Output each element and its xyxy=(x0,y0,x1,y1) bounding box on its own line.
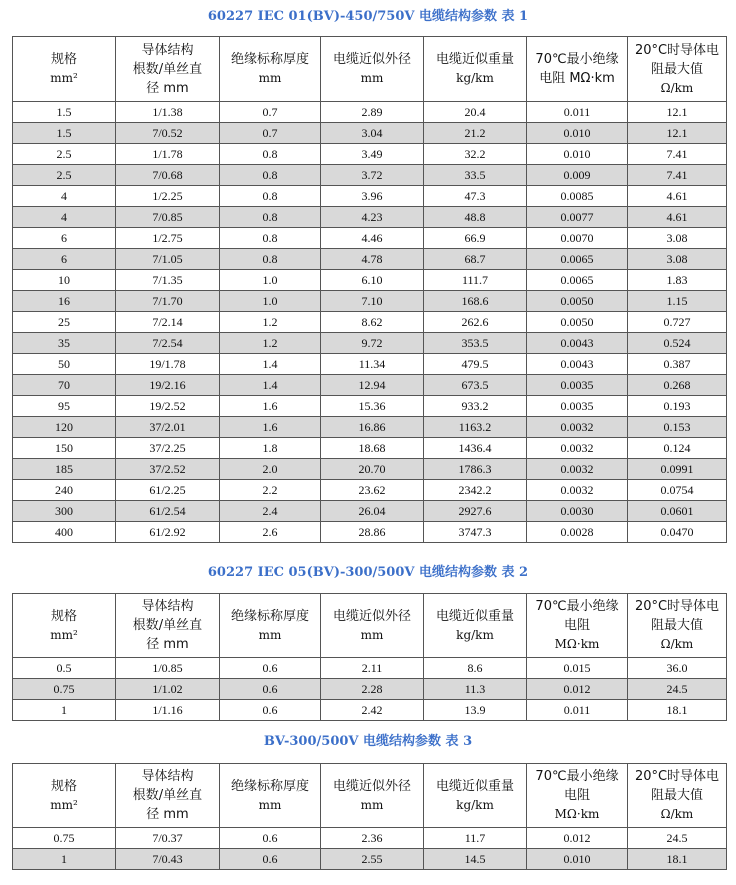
table-cell: 0.7 xyxy=(220,102,321,123)
table-row xyxy=(13,228,727,249)
header-line: 20°C时导体电 xyxy=(634,42,720,58)
table1 xyxy=(12,36,727,543)
header-line: 电阻 xyxy=(563,618,590,633)
table-cell: 12.1 xyxy=(628,102,727,123)
table-cell: 1/0.85 xyxy=(116,658,220,679)
table-cell: 50 xyxy=(13,354,116,375)
header-line: 70℃最小绝缘 xyxy=(535,52,619,67)
table-cell: 11.3 xyxy=(424,679,527,700)
table-cell: 3747.3 xyxy=(424,522,527,543)
table-cell: 0.011 xyxy=(527,700,628,721)
table-cell: 61/2.92 xyxy=(116,522,220,543)
table-cell: 32.2 xyxy=(424,144,527,165)
header-line: mm xyxy=(258,797,282,812)
table-cell: 6.10 xyxy=(321,270,424,291)
table-row xyxy=(13,354,727,375)
table-cell: 0.6 xyxy=(220,828,321,849)
header-line: 阻最大值 xyxy=(650,788,703,803)
table-row xyxy=(13,700,727,721)
header-line: 电阻 xyxy=(563,788,590,803)
table-cell: 0.011 xyxy=(527,102,628,123)
table-cell: 18.1 xyxy=(628,700,727,721)
table2 xyxy=(12,593,727,721)
table-cell: 0.8 xyxy=(220,165,321,186)
table-cell: 0.8 xyxy=(220,249,321,270)
table-cell: 1/2.25 xyxy=(116,186,220,207)
table-row xyxy=(13,417,727,438)
table-cell: 185 xyxy=(13,459,116,480)
table-cell: 2.6 xyxy=(220,522,321,543)
table-cell: 33.5 xyxy=(424,165,527,186)
table-cell: 13.9 xyxy=(424,700,527,721)
table-cell: 3.49 xyxy=(321,144,424,165)
header-line: Ω/km xyxy=(660,637,694,651)
table-cell: 0.0028 xyxy=(527,522,628,543)
table-row xyxy=(13,270,727,291)
header-line: mm xyxy=(360,71,384,85)
table-cell: 0.0050 xyxy=(527,291,628,312)
header-line: 70℃最小绝缘 xyxy=(535,599,619,614)
table-cell: 0.0065 xyxy=(527,270,628,291)
header-line: mm² xyxy=(50,797,78,812)
table-cell: 1.2 xyxy=(220,333,321,354)
header-line: 绝缘标称厚度 xyxy=(230,52,309,67)
table-cell: 19/2.16 xyxy=(116,375,220,396)
header-line: kg/km xyxy=(456,627,494,642)
table-cell: 2.5 xyxy=(13,165,116,186)
header-line: mm xyxy=(360,627,384,642)
table-cell: 0.193 xyxy=(628,396,727,417)
table-cell: 7/0.68 xyxy=(116,165,220,186)
table-row xyxy=(13,849,727,870)
table-row xyxy=(13,396,727,417)
table-cell: 7/0.43 xyxy=(116,849,220,870)
table-cell: 7/1.70 xyxy=(116,291,220,312)
table-cell: 36.0 xyxy=(628,658,727,679)
table-cell: 37/2.52 xyxy=(116,459,220,480)
table-cell: 2.11 xyxy=(321,658,424,679)
table-cell: 6 xyxy=(13,228,116,249)
table-row xyxy=(13,186,727,207)
table-cell: 19/1.78 xyxy=(116,354,220,375)
header-line: 电缆近似重量 xyxy=(435,608,514,624)
table-cell: 2342.2 xyxy=(424,480,527,501)
table-row xyxy=(13,249,727,270)
table-cell: 25 xyxy=(13,312,116,333)
table-cell: 0.153 xyxy=(628,417,727,438)
table-row xyxy=(13,144,727,165)
table-cell: 0.0085 xyxy=(527,186,628,207)
table-cell: 26.04 xyxy=(321,501,424,522)
table-cell: 66.9 xyxy=(424,228,527,249)
table-cell: 2927.6 xyxy=(424,501,527,522)
table2-title: 60227 IEC 05(BV)-300/500V 电缆结构参数 表 2 xyxy=(207,565,529,580)
table-cell: 3.04 xyxy=(321,123,424,144)
header-line: MΩ·km xyxy=(554,637,600,651)
table-cell: 0.8 xyxy=(220,144,321,165)
table-cell: 0.75 xyxy=(13,828,116,849)
table3-header-col-4 xyxy=(424,764,527,828)
table-cell: 1163.2 xyxy=(424,417,527,438)
table-cell: 4 xyxy=(13,186,116,207)
table-row xyxy=(13,828,727,849)
table-cell: 3.72 xyxy=(321,165,424,186)
table-cell: 16 xyxy=(13,291,116,312)
table1-header-col-4 xyxy=(424,37,527,102)
table-cell: 0.0470 xyxy=(628,522,727,543)
header-line: mm² xyxy=(50,627,78,642)
table1-header-row xyxy=(13,37,727,102)
table-cell: 0.0032 xyxy=(527,438,628,459)
table-cell: 7/0.37 xyxy=(116,828,220,849)
table-cell: 12.94 xyxy=(321,375,424,396)
table-cell: 4.61 xyxy=(628,207,727,228)
table-row xyxy=(13,375,727,396)
table-cell: 0.8 xyxy=(220,228,321,249)
table-cell: 2.2 xyxy=(220,480,321,501)
table-cell: 0.0032 xyxy=(527,480,628,501)
table-cell: 7.41 xyxy=(628,165,727,186)
table3-header-col-1 xyxy=(116,764,220,828)
header-line: 电缆近似重量 xyxy=(435,778,514,794)
header-line: 根数/单丝直 xyxy=(132,618,203,633)
table-cell: 0.0043 xyxy=(527,333,628,354)
header-line: 根数/单丝直 xyxy=(132,61,203,77)
table2-header-col-1 xyxy=(116,594,220,658)
header-line: MΩ·km xyxy=(554,807,600,821)
table-cell: 7/0.52 xyxy=(116,123,220,144)
table-cell: 37/2.25 xyxy=(116,438,220,459)
table-cell: 0.5 xyxy=(13,658,116,679)
table-cell: 4.61 xyxy=(628,186,727,207)
header-line: 绝缘标称厚度 xyxy=(230,778,309,794)
table3-header-col-3 xyxy=(321,764,424,828)
table-cell: 20.4 xyxy=(424,102,527,123)
table-cell: 2.28 xyxy=(321,679,424,700)
table1-title: 60227 IEC 01(BV)-450/750V 电缆结构参数 表 1 xyxy=(207,9,529,24)
table-cell: 933.2 xyxy=(424,396,527,417)
table-cell: 1 xyxy=(13,849,116,870)
table-cell: 0.727 xyxy=(628,312,727,333)
table-cell: 1786.3 xyxy=(424,459,527,480)
table-cell: 12.1 xyxy=(628,123,727,144)
table-cell: 1.4 xyxy=(220,354,321,375)
table-cell: 8.6 xyxy=(424,658,527,679)
header-line: mm xyxy=(258,71,282,85)
table-cell: 1.83 xyxy=(628,270,727,291)
table-row xyxy=(13,658,727,679)
table2-header-col-3 xyxy=(321,594,424,658)
table2-header-row xyxy=(13,594,727,658)
header-line: 径 mm xyxy=(146,807,189,822)
table-cell: 28.86 xyxy=(321,522,424,543)
table-row xyxy=(13,207,727,228)
header-line: mm xyxy=(360,797,384,812)
table-cell: 4.78 xyxy=(321,249,424,270)
table-cell: 0.0032 xyxy=(527,459,628,480)
header-line: kg/km xyxy=(456,797,494,812)
header-line: mm xyxy=(258,627,282,642)
table-cell: 1.4 xyxy=(220,375,321,396)
table-cell: 18.68 xyxy=(321,438,424,459)
table-cell: 1/1.02 xyxy=(116,679,220,700)
table-cell: 18.1 xyxy=(628,849,727,870)
table-cell: 1.6 xyxy=(220,396,321,417)
table-cell: 0.6 xyxy=(220,849,321,870)
header-line: 阻最大值 xyxy=(650,618,703,633)
table-row xyxy=(13,522,727,543)
table-cell: 168.6 xyxy=(424,291,527,312)
table2-header-col-5 xyxy=(527,594,628,658)
table-cell: 673.5 xyxy=(424,375,527,396)
table-cell: 7/2.54 xyxy=(116,333,220,354)
header-line: 径 mm xyxy=(146,80,189,96)
header-line: 导体结构 xyxy=(141,769,194,784)
table-row xyxy=(13,123,727,144)
table-cell: 3.08 xyxy=(628,228,727,249)
table-cell: 47.3 xyxy=(424,186,527,207)
table1-header-col-6 xyxy=(628,37,727,102)
table1-header-col-1 xyxy=(116,37,220,102)
table3-title: BV-300/500V 电缆结构参数 表 3 xyxy=(263,734,473,749)
table-cell: 8.62 xyxy=(321,312,424,333)
header-line: 规格 xyxy=(50,778,77,794)
table-cell: 0.6 xyxy=(220,658,321,679)
header-line: 根数/单丝直 xyxy=(132,788,203,803)
table-cell: 0.6 xyxy=(220,700,321,721)
table3-header-col-5 xyxy=(527,764,628,828)
table3 xyxy=(12,763,727,870)
table-cell: 1/2.75 xyxy=(116,228,220,249)
table-cell: 1436.4 xyxy=(424,438,527,459)
table2-header-col-2 xyxy=(220,594,321,658)
header-line: 导体结构 xyxy=(141,599,194,614)
table-cell: 0.124 xyxy=(628,438,727,459)
table-cell: 37/2.01 xyxy=(116,417,220,438)
table-cell: 0.8 xyxy=(220,186,321,207)
table-cell: 0.0065 xyxy=(527,249,628,270)
table-cell: 68.7 xyxy=(424,249,527,270)
table-cell: 24.5 xyxy=(628,828,727,849)
header-line: mm² xyxy=(50,71,78,85)
table-row xyxy=(13,165,727,186)
table2-header-col-6 xyxy=(628,594,727,658)
table-cell: 4 xyxy=(13,207,116,228)
table-cell: 0.0043 xyxy=(527,354,628,375)
table-cell: 7/1.35 xyxy=(116,270,220,291)
table1-header-col-2 xyxy=(220,37,321,102)
table3-header-col-2 xyxy=(220,764,321,828)
header-line: 绝缘标称厚度 xyxy=(230,608,309,624)
table-cell: 1.5 xyxy=(13,102,116,123)
table-cell: 0.8 xyxy=(220,207,321,228)
header-line: 电阻 MΩ·km xyxy=(539,71,615,86)
table-cell: 1/1.16 xyxy=(116,700,220,721)
table-cell: 4.23 xyxy=(321,207,424,228)
table-cell: 0.015 xyxy=(527,658,628,679)
table-cell: 0.0077 xyxy=(527,207,628,228)
table-cell: 111.7 xyxy=(424,270,527,291)
table-cell: 7.10 xyxy=(321,291,424,312)
table-cell: 0.524 xyxy=(628,333,727,354)
table-cell: 1/1.38 xyxy=(116,102,220,123)
table-row xyxy=(13,679,727,700)
header-line: 规格 xyxy=(50,52,77,67)
table-cell: 353.5 xyxy=(424,333,527,354)
table-cell: 1.6 xyxy=(220,417,321,438)
table-cell: 400 xyxy=(13,522,116,543)
table-cell: 0.6 xyxy=(220,679,321,700)
table-cell: 2.5 xyxy=(13,144,116,165)
table-cell: 1.0 xyxy=(220,270,321,291)
table-row xyxy=(13,102,727,123)
table-cell: 95 xyxy=(13,396,116,417)
table-cell: 240 xyxy=(13,480,116,501)
table-cell: 4.46 xyxy=(321,228,424,249)
table-row xyxy=(13,438,727,459)
table-cell: 48.8 xyxy=(424,207,527,228)
table-row xyxy=(13,480,727,501)
table-cell: 0.009 xyxy=(527,165,628,186)
table-cell: 0.0601 xyxy=(628,501,727,522)
header-line: 规格 xyxy=(50,608,77,624)
table-row xyxy=(13,459,727,480)
table2-header-col-0 xyxy=(13,594,116,658)
table-cell: 300 xyxy=(13,501,116,522)
header-line: 阻最大值 xyxy=(650,61,703,77)
header-line: kg/km xyxy=(456,71,494,85)
table-cell: 0.0032 xyxy=(527,417,628,438)
table-cell: 24.5 xyxy=(628,679,727,700)
table-cell: 120 xyxy=(13,417,116,438)
table-cell: 19/2.52 xyxy=(116,396,220,417)
table2-header-col-4 xyxy=(424,594,527,658)
table-cell: 7/2.14 xyxy=(116,312,220,333)
table-cell: 3.96 xyxy=(321,186,424,207)
table-cell: 1 xyxy=(13,700,116,721)
table-cell: 2.4 xyxy=(220,501,321,522)
table-cell: 20.70 xyxy=(321,459,424,480)
header-line: Ω/km xyxy=(660,80,694,95)
table-cell: 11.34 xyxy=(321,354,424,375)
table-row xyxy=(13,312,727,333)
table-cell: 1.8 xyxy=(220,438,321,459)
table-cell: 2.0 xyxy=(220,459,321,480)
table-cell: 0.0754 xyxy=(628,480,727,501)
table-cell: 9.72 xyxy=(321,333,424,354)
table-cell: 7/0.85 xyxy=(116,207,220,228)
table-cell: 2.42 xyxy=(321,700,424,721)
table1-header-col-0 xyxy=(13,37,116,102)
table-row xyxy=(13,333,727,354)
table-cell: 0.7 xyxy=(220,123,321,144)
table-cell: 1.15 xyxy=(628,291,727,312)
table1-header-col-5 xyxy=(527,37,628,102)
table-row xyxy=(13,291,727,312)
table-cell: 0.010 xyxy=(527,144,628,165)
header-line: 电缆近似外径 xyxy=(332,608,411,624)
table-cell: 1/1.78 xyxy=(116,144,220,165)
table3-header-col-6 xyxy=(628,764,727,828)
table-cell: 0.010 xyxy=(527,849,628,870)
header-line: Ω/km xyxy=(660,807,694,821)
header-line: 电缆近似外径 xyxy=(332,52,411,67)
table-cell: 1.2 xyxy=(220,312,321,333)
table-cell: 0.012 xyxy=(527,679,628,700)
table-cell: 0.0070 xyxy=(527,228,628,249)
table-cell: 70 xyxy=(13,375,116,396)
table-cell: 150 xyxy=(13,438,116,459)
table-cell: 3.08 xyxy=(628,249,727,270)
table-cell: 14.5 xyxy=(424,849,527,870)
table-cell: 0.0035 xyxy=(527,396,628,417)
header-line: 70℃最小绝缘 xyxy=(535,769,619,784)
table-row xyxy=(13,501,727,522)
table-cell: 0.010 xyxy=(527,123,628,144)
table-cell: 0.0035 xyxy=(527,375,628,396)
table-cell: 0.387 xyxy=(628,354,727,375)
table-cell: 1.0 xyxy=(220,291,321,312)
table-cell: 0.0050 xyxy=(527,312,628,333)
table-cell: 21.2 xyxy=(424,123,527,144)
table-cell: 2.55 xyxy=(321,849,424,870)
table-cell: 16.86 xyxy=(321,417,424,438)
header-line: 电缆近似外径 xyxy=(332,778,411,794)
table-cell: 61/2.54 xyxy=(116,501,220,522)
table-cell: 262.6 xyxy=(424,312,527,333)
table-cell: 11.7 xyxy=(424,828,527,849)
table-cell: 10 xyxy=(13,270,116,291)
header-line: 20°C时导体电 xyxy=(634,769,720,784)
table-cell: 1.5 xyxy=(13,123,116,144)
header-line: 径 mm xyxy=(146,637,189,652)
header-line: 20°C时导体电 xyxy=(634,599,720,614)
table-cell: 0.268 xyxy=(628,375,727,396)
header-line: 电缆近似重量 xyxy=(435,52,514,67)
table3-header-row xyxy=(13,764,727,828)
table-cell: 0.0991 xyxy=(628,459,727,480)
table-cell: 0.0030 xyxy=(527,501,628,522)
table-cell: 2.36 xyxy=(321,828,424,849)
table-cell: 7/1.05 xyxy=(116,249,220,270)
table-cell: 6 xyxy=(13,249,116,270)
table-cell: 0.012 xyxy=(527,828,628,849)
table-cell: 7.41 xyxy=(628,144,727,165)
table-cell: 15.36 xyxy=(321,396,424,417)
table-cell: 2.89 xyxy=(321,102,424,123)
table-cell: 0.75 xyxy=(13,679,116,700)
table-cell: 479.5 xyxy=(424,354,527,375)
table3-header-col-0 xyxy=(13,764,116,828)
table1-header-col-3 xyxy=(321,37,424,102)
table-cell: 61/2.25 xyxy=(116,480,220,501)
table-cell: 23.62 xyxy=(321,480,424,501)
table-cell: 35 xyxy=(13,333,116,354)
header-line: 导体结构 xyxy=(141,42,194,58)
